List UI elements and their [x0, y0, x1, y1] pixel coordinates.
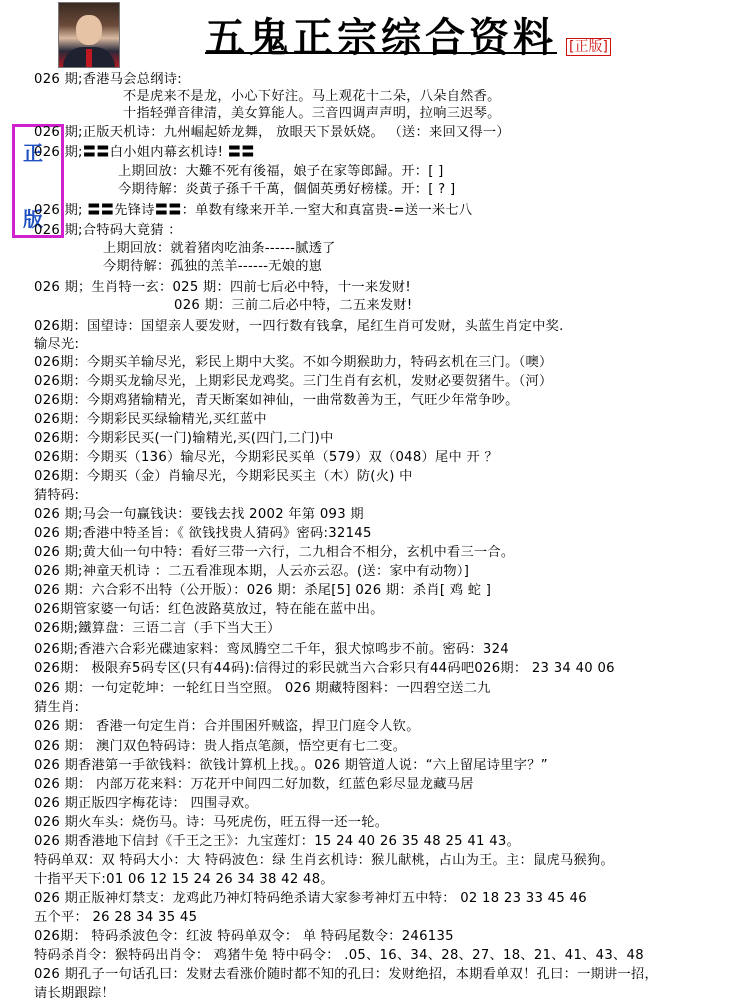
text-line: 026期：国望诗：国望亲人要发财，一四行数有钱拿，尾红生肖可发财，头蓝生肖定中奖.	[34, 319, 564, 334]
avatar-tie	[86, 49, 92, 67]
text-line: 026期： 极限弃5码专区(只有44码):信得过的彩民就当六合彩只有44码吧026期： 23 34 40 06	[34, 661, 615, 676]
text-line: 026 期：一句定乾坤：一轮红日当空照。 026 期藏特图料：一四碧空送二九	[34, 681, 491, 696]
text-line: 026 期： 内部万花来料：万花开中间四二好加数，红蓝色彩尽显龙藏马居	[34, 777, 474, 792]
text-line: 026 期;香港马会总纲诗:	[34, 72, 182, 87]
text-line: 026 期火车头：烧伤马。诗：马死虎伤，旺五得一还一轮。	[34, 815, 389, 830]
side-stamp-top-char: 正	[23, 141, 43, 165]
avatar	[58, 2, 120, 68]
text-line: 026期：今期买（136）输尽光，今期彩民买单（579）双（048）尾中 开 ？	[34, 450, 498, 465]
text-line: 今期待解：孤独的羔羊------无娘的崽	[103, 259, 323, 274]
text-line: 五个平： 26 28 34 35 45	[34, 910, 198, 925]
title-badge: [正版]	[566, 38, 611, 56]
text-line: 请长期跟踪！	[34, 986, 115, 1001]
text-line: 026 期孔子一句话孔曰：发财去看涨价随时都不知的孔曰：发财绝招，本期看单双！孔曰：一期讲一招，	[34, 967, 659, 982]
text-line: 上期回放：就着猪肉吃油条------腻透了	[103, 241, 336, 256]
text-line: 特码杀肖令：猴特码出肖令： 鸡猪牛兔 特中码令： .05、16、34、28、27、18、21、41、43、48	[34, 948, 644, 963]
text-line: 026 期：三前二后必中特，二五来发财!	[174, 298, 413, 313]
text-line: 026期：今期彩民买绿输精光,买红蓝中	[34, 412, 267, 427]
text-line: 026期;香港六合彩光碟迪家料：鸾凤腾空二千年，狠犬惊鸣步不前。密码：324	[34, 642, 509, 657]
avatar-face	[76, 15, 102, 45]
side-stamp-bottom-char: 版	[23, 207, 43, 231]
text-line: 026 期香港第一手欲钱料：欲钱计算机上找。。026 期管道人说：“六上留尾诗里字？”	[34, 758, 548, 773]
text-line: 026 期; 〓〓先锋诗〓〓：单数有缘来开羊.一窒大和真富贵-=送一米七八	[34, 203, 473, 218]
text-line: 026期;鐵算盘：三语二言（手下当大王）	[34, 621, 281, 636]
text-line: 十指轻弹音律清，美女算能人。三音四调声声明，拉响三迟琴。	[123, 106, 501, 121]
text-line: 026 期;马会一句赢钱诀：要钱去找 2002 年第 093 期	[34, 507, 364, 522]
side-stamp-box	[12, 124, 64, 238]
text-line: 026 期;〓〓白小姐内幕玄机诗! 〓〓	[34, 145, 255, 160]
text-line: 026期： 特码杀波色令：红波 特码单双令： 单 特码尾数令：246135	[34, 929, 454, 944]
text-line: 026 期;合特码大竟猜 ：	[34, 223, 182, 238]
text-line: 特码单双：双 特码大小：大 特码波色：绿 生肖玄机诗：猴儿献桃，占山为王。主：鼠虎马猴狗。	[34, 853, 614, 868]
text-line: 十指平天下:01 06 12 15 24 26 34 38 42 48。	[34, 872, 334, 887]
text-line: 猜特码:	[34, 488, 80, 503]
text-line: 026 期;神童天机诗 ：二五看准现本期，人云亦云忍。(送：家中有动物）]	[34, 564, 470, 579]
text-line: 026 期：六合彩不出特（公开版）：026 期：杀尾[5] 026 期：杀肖[ 鸡 蛇 ]	[34, 583, 492, 598]
text-line: 026 期;正版天机诗：九州崛起娇龙舞， 放眼天下景妖娆。 （送：来回又得一）	[34, 125, 510, 140]
text-line: 026期：今期鸡猪输精光，青天断案如神仙，一曲常数善为王，气旺少年常争吵。	[34, 393, 519, 408]
page-title: 五鬼正宗综合资料	[205, 14, 557, 61]
text-line: 026 期： 澳门双色特码诗：贵人指点笔颜，悟空更有七二变。	[34, 739, 407, 754]
text-line: 上期回放：大難不死有後福，娘子在家等郎歸。开：[ ]	[118, 164, 444, 179]
text-line: 026 期正版四字梅花诗： 四围寻欢。	[34, 796, 258, 811]
text-line: 026 期正版神灯禁支：龙鸡此乃神灯特码绝杀请大家参考神灯五中特： 02 18 23 33 45 46	[34, 891, 587, 906]
text-line: 026 期： 香港一句定生肖：合并围困歼贼盗，捍卫门庭令人钦。	[34, 719, 420, 734]
text-line: 不是虎来不是龙，小心下好注。马上观花十二朵，八朵自然香。	[123, 89, 501, 104]
text-line: 今期待解：炎黃子孫千千萬，個個英勇好榜樣。开：[ ? ]	[118, 182, 456, 197]
text-line: 猜生肖:	[34, 700, 80, 715]
text-line: 026期：今期买羊输尽光，彩民上期中大奖。不如今期猴助力，特码玄机在三门。（噢）	[34, 355, 553, 370]
text-line: 026期：今期买龙输尽光，上期彩民龙鸡奖。三门生肖有玄机，发财必要贺猪牛。（河）	[34, 374, 553, 389]
text-line: 026 期；生肖特一玄：025 期：四前七后必中特，十一来发财!	[34, 280, 411, 295]
text-line: 输尽光:	[34, 337, 80, 352]
text-line: 026 期香港地下信封《千王之王》：九宝莲灯：15 24 40 26 35 48 25 41 43。	[34, 834, 521, 849]
text-line: 026期管家婆一句话：红色波路莫放过，特在能在蓝中出。	[34, 602, 384, 617]
text-line: 026期：今期彩民买(一门)输精光,买(四门,二门)中	[34, 431, 334, 446]
text-line: 026 期;黄大仙一句中特：看好三带一六行，二九相合不相分，玄机中看三一合。	[34, 545, 515, 560]
text-line: 026 期;香港中特圣旨：《 欲钱找贵人猜码》密码:32145	[34, 526, 372, 541]
text-line: 026期：今期买（金）肖输尽光，今期彩民买主（木）防(火) 中	[34, 469, 413, 484]
